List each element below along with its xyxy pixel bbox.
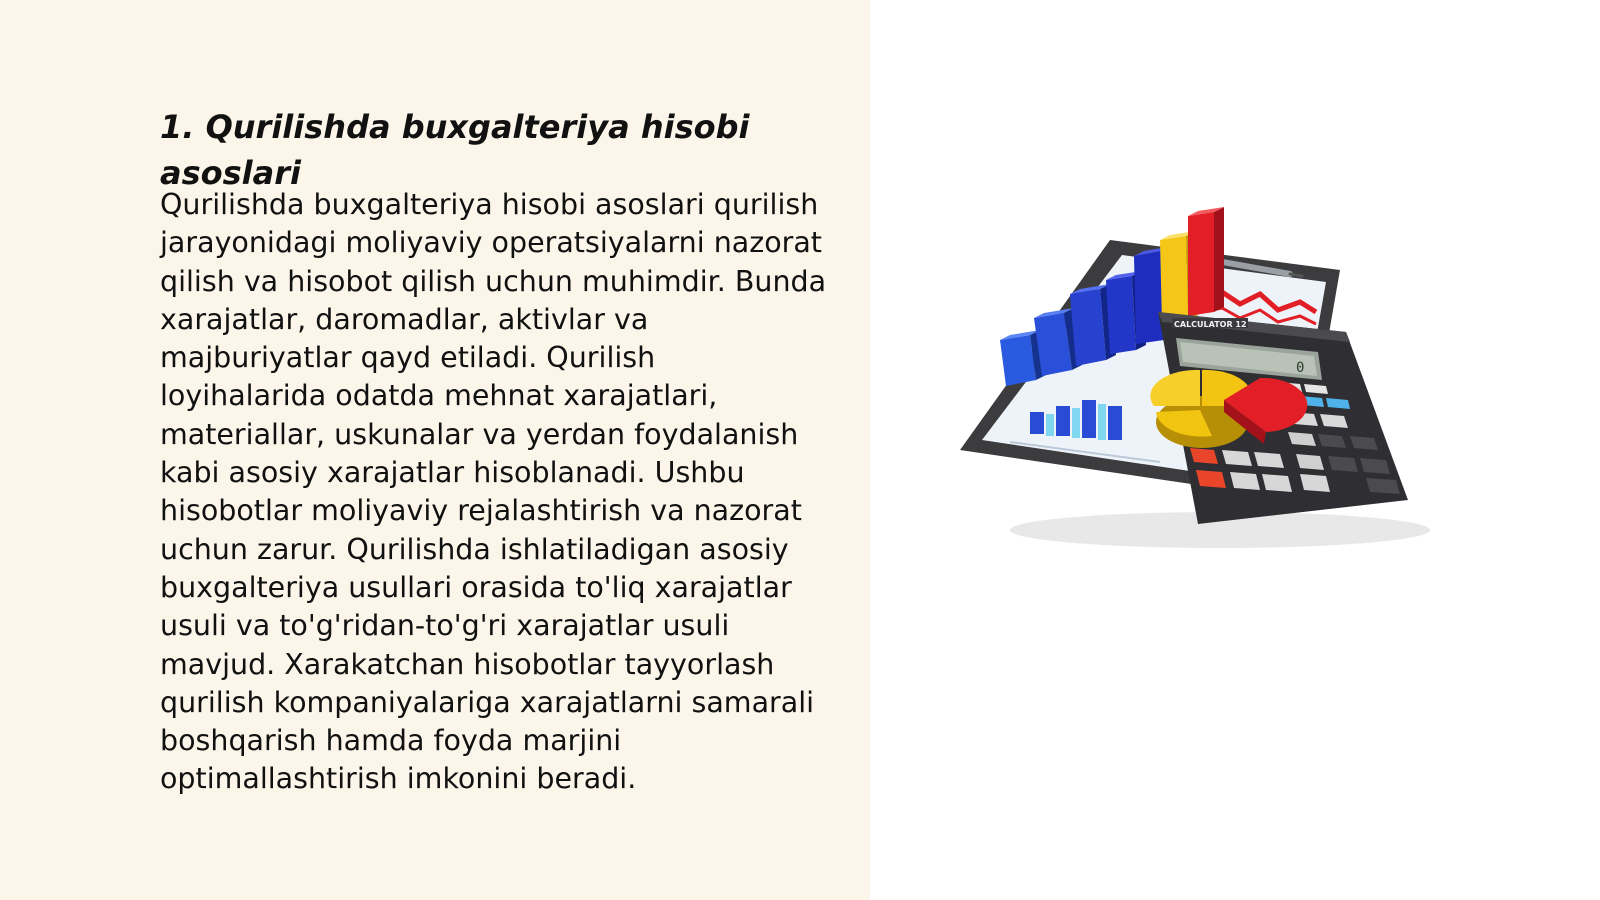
slide-title: 1. Qurilishda buxgalteriya hisobi asoslari — [160, 108, 750, 192]
calculator-chart-illustration-icon — [960, 200, 1440, 560]
calculator-brand: CALCULATOR 12 — [1174, 320, 1247, 329]
slide-body-text: Qurilishda buxgalteriya hisobi asoslari qurilish jarayonidagi moliyaviy operatsiyalarni nazorat qilish va hisobot qilish uchun muhimdir. Bunda xarajatlar, daromadlar, aktivlar va majburiyatlar qayd etiladi. Qurilish loyihalarida odatda mehnat xarajatlari, materiallar, uskunalar va yerdan foydalanish kabi asosiy xarajatlar hisoblanadi. Ushbu hisobotlar moliyaviy rejalashtirish va nazorat uchun zarur. Qurilishda ishlatiladigan asosiy buxgalteriya usullari orasida to'liq xarajatlar usuli va to'g'ridan-to'g'ri xarajatlar usuli mavjud. Xarakatchan hisobotlar tayyorlash qurilish kompaniyalariga xarajatlarni samarali boshqarish hamda foyda marjini optimallashtirish imkonini beradi. — [160, 188, 827, 796]
calculator-display-value: 0 — [1296, 360, 1305, 376]
